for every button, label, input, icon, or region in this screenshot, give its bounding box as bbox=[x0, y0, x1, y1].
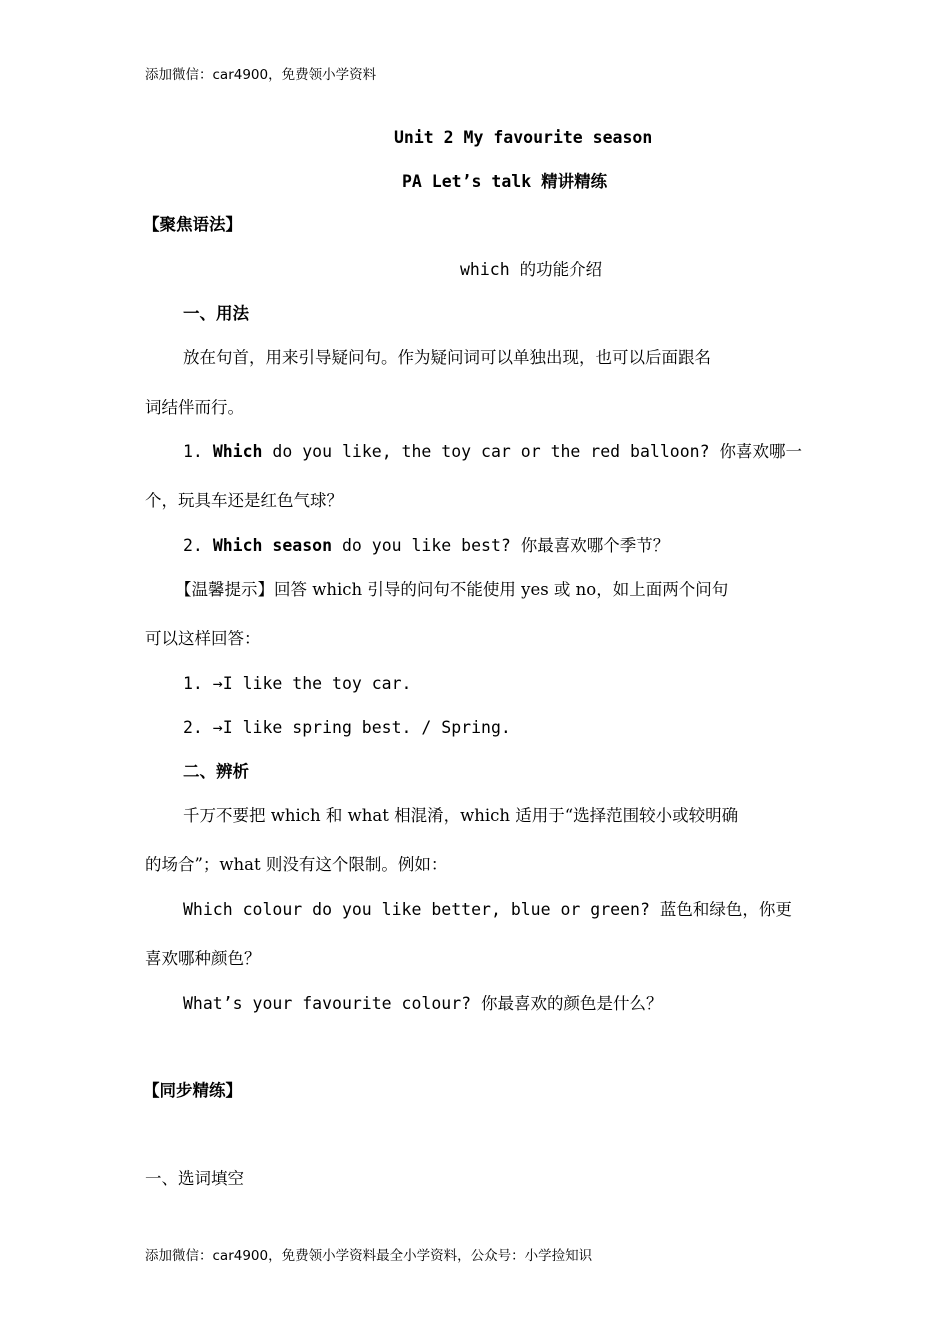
usage-heading: 一、用法 bbox=[183, 304, 249, 323]
example-4: What’s your favourite colour? 你最喜欢的颜色是什么？ bbox=[183, 994, 663, 1013]
answer-2: 2. →I like spring best. / Spring. bbox=[183, 718, 511, 737]
analysis-paragraph-line2: 的场合”；what 则没有这个限制。例如： bbox=[145, 855, 448, 874]
tip-line2: 可以这样回答： bbox=[145, 629, 261, 648]
practice-heading: 【同步精练】 bbox=[143, 1081, 242, 1100]
example-1 bbox=[183, 441, 802, 463]
answer-1: 1. →I like the toy car. bbox=[183, 674, 412, 693]
page-footer: 添加微信：car4900，免费领小学资料最全小学资料，公众号：小学捡知识 bbox=[145, 1248, 593, 1264]
example-1-text: do you like, the toy car or the red balloon? 你喜欢哪一 bbox=[262, 442, 802, 461]
document-subtitle: PA Let’s talk 精讲精练 bbox=[402, 172, 608, 191]
example-1-continuation: 个，玩具车还是红色气球？ bbox=[145, 491, 343, 510]
practice-section-1: 一、选词填空 bbox=[145, 1169, 244, 1188]
example-1-number: 1. bbox=[183, 442, 213, 461]
example-2-number: 2. bbox=[183, 536, 213, 555]
analysis-heading: 二、辨析 bbox=[183, 762, 249, 781]
example-3-line1: Which colour do you like better, blue or green? 蓝色和绿色，你更 bbox=[183, 900, 792, 919]
example-3-line2: 喜欢哪种颜色？ bbox=[145, 949, 261, 968]
example-2-text: do you like best? 你最喜欢哪个季节？ bbox=[332, 536, 670, 555]
grammar-subtitle: which 的功能介绍 bbox=[460, 260, 603, 279]
grammar-heading: 【聚焦语法】 bbox=[143, 215, 242, 234]
page-header: 添加微信：car4900，免费领小学资料 bbox=[145, 67, 377, 83]
analysis-paragraph-line1: 千万不要把 which 和 what 相混淆，which 适用于“选择范围较小或较明确 bbox=[183, 806, 739, 825]
example-2 bbox=[183, 535, 669, 557]
example-1-keyword: Which bbox=[212, 442, 263, 461]
tip-line1: 【温馨提示】回答 which 引导的问句不能使用 yes 或 no，如上面两个问句 bbox=[175, 580, 729, 599]
usage-paragraph-line1: 放在句首，用来引导疑问句。作为疑问词可以单独出现，也可以后面跟名 bbox=[183, 348, 711, 367]
example-2-keyword: Which season bbox=[212, 536, 333, 555]
usage-paragraph-line2: 词结伴而行。 bbox=[145, 398, 244, 417]
document-title: Unit 2 My favourite season bbox=[394, 128, 653, 147]
